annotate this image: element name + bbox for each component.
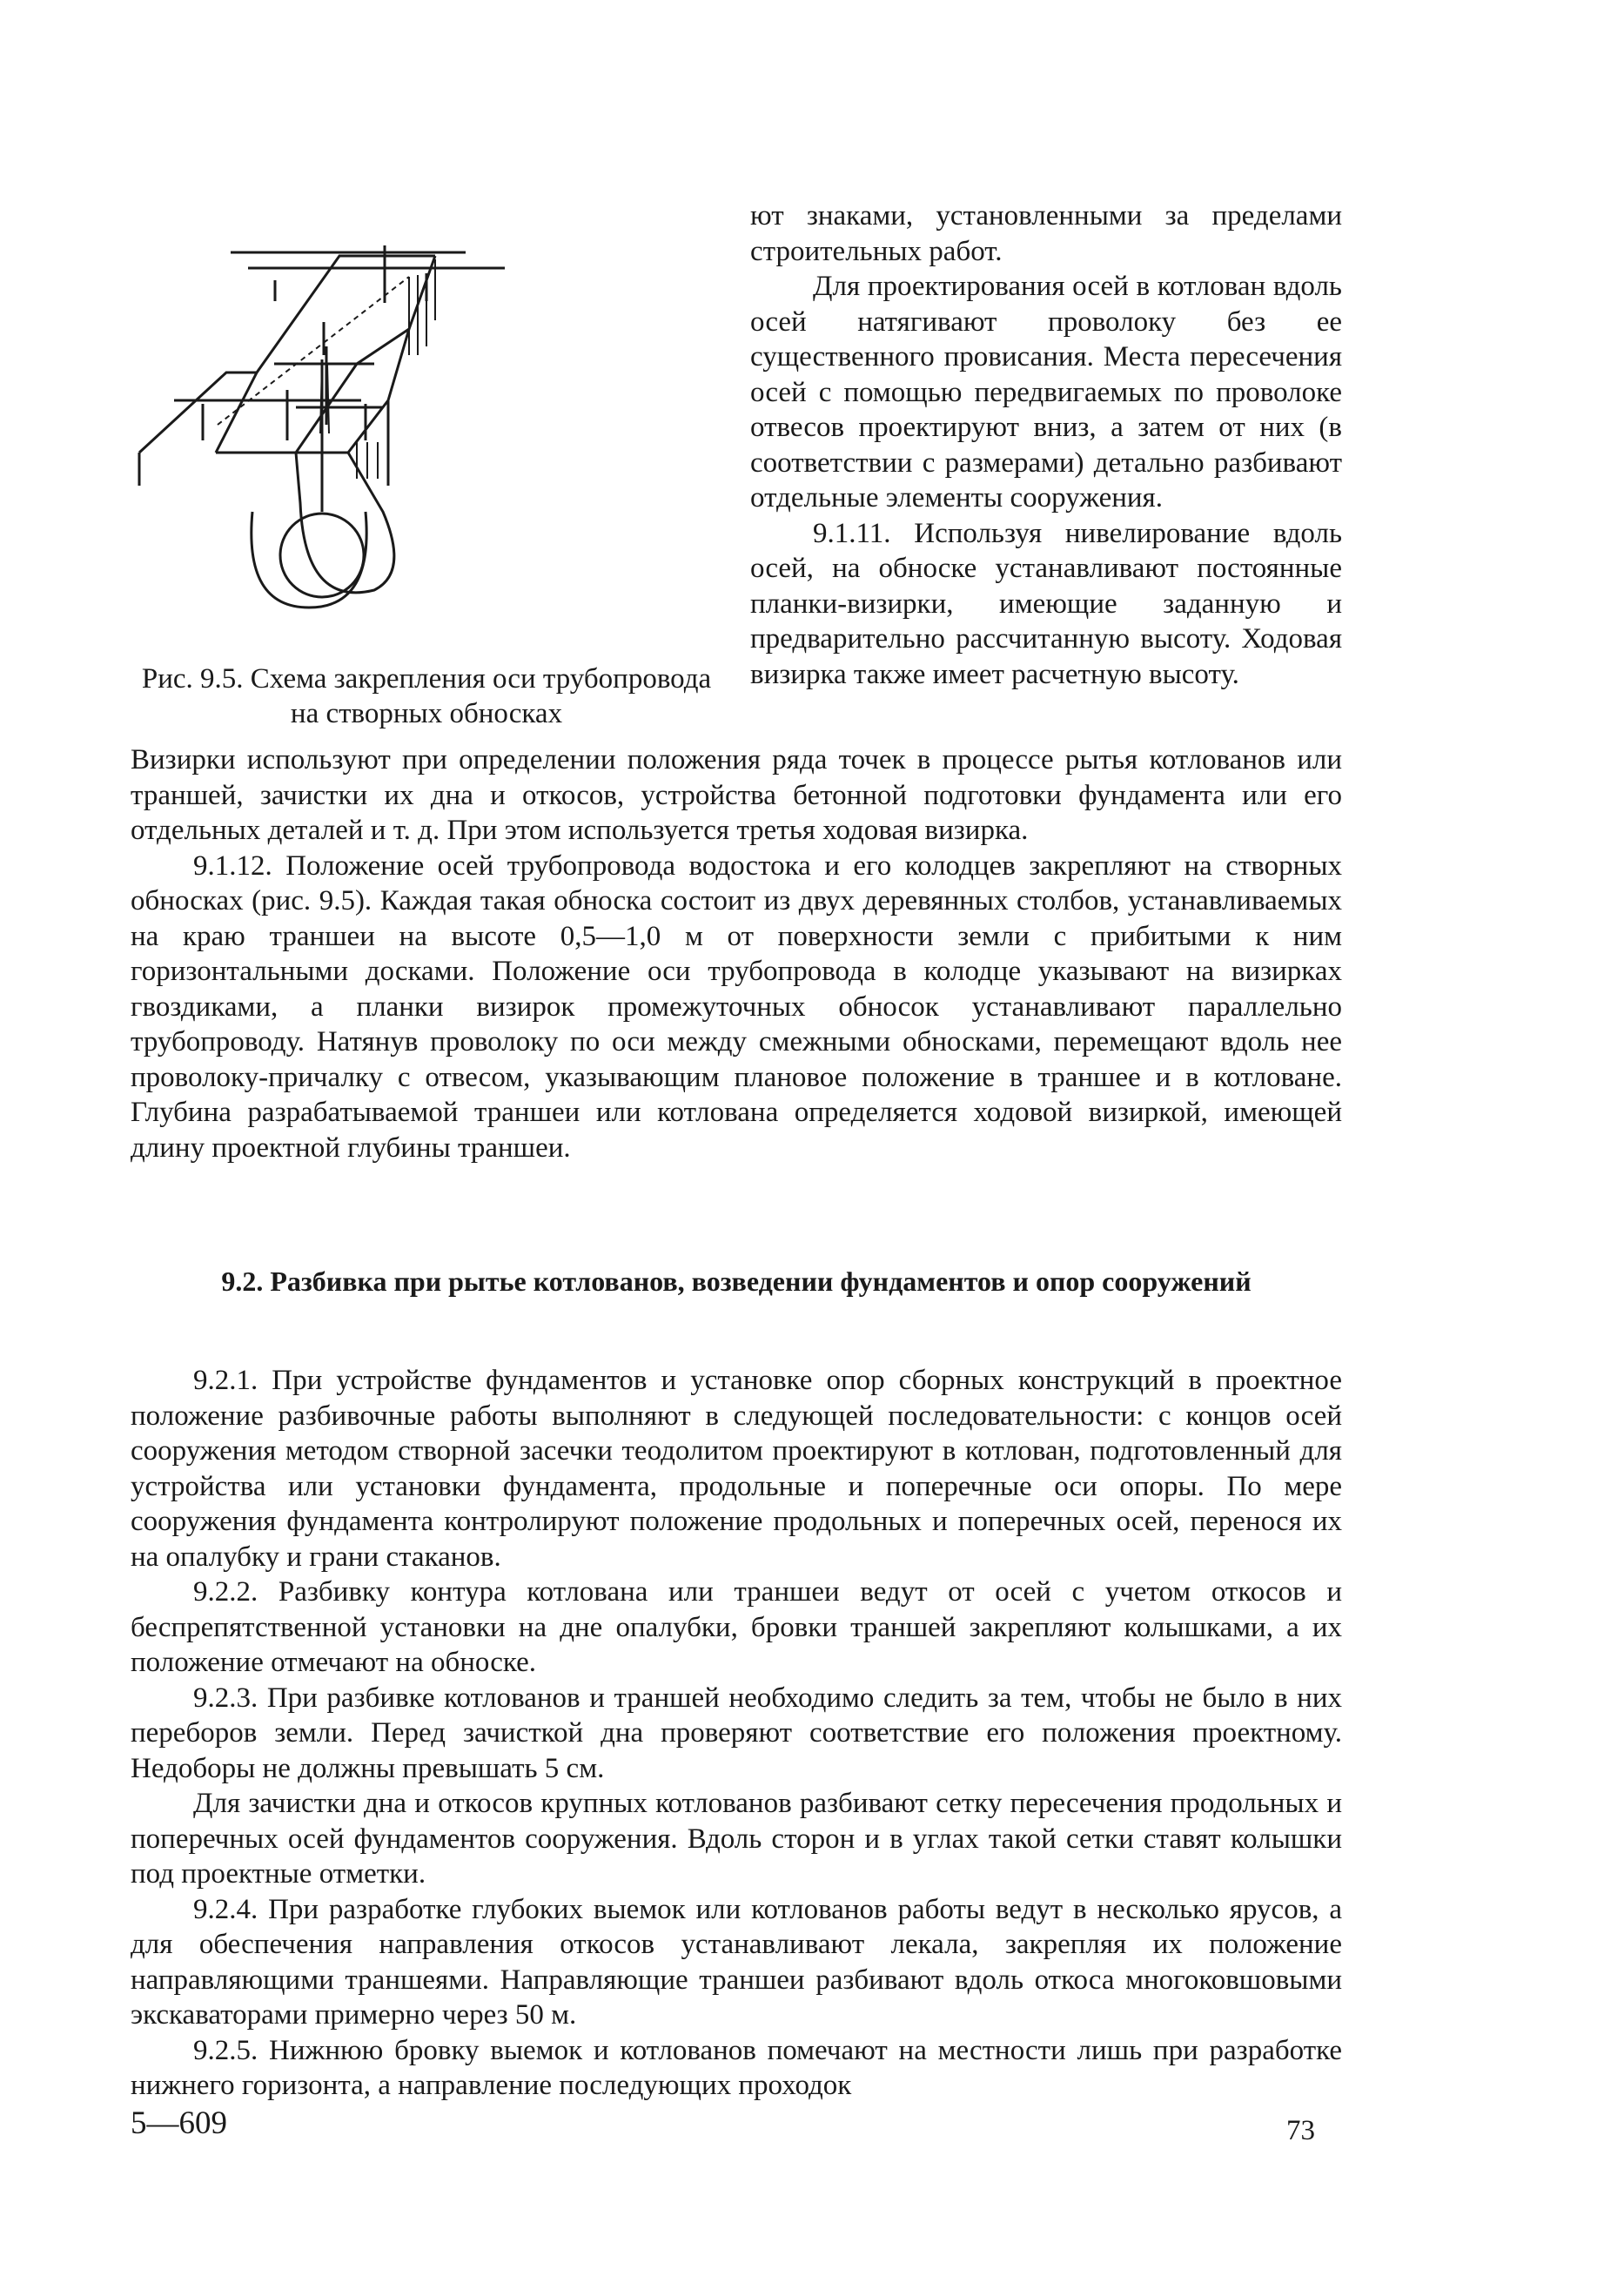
signature-mark: 5—609 (131, 2105, 227, 2141)
paragraph: Для проектирования осей в котлован вдоль осей натягивают проволоку без ее существенного провисания. Места пересечения осей с помощью передвигаемых по проволоке отвесов проектируют вниз, а затем от них (в соответствии с размерами) детально разбивают отдельные элементы сооружения. (750, 271, 1342, 514)
trench-staking-diagram (122, 225, 714, 642)
paragraph: 9.2.1. При устройстве фундаментов и установке опор сборных конструкций в проектное положение разбивочные работы выполняют в следующей последовательности: с концов осей сооружения методом створной засечки теодолитом проектируют в котлован, подготовленный для устройства или установки фундамента, продольные и поперечные оси опоры. По мере сооружения фундамента контролируют положение продольных и поперечных осей, перенося их на опалубку и грани стаканов. (131, 1365, 1342, 1573)
figure-caption: Рис. 9.5. Схема закрепления оси трубопровода на створных обносках (141, 663, 712, 729)
paragraph: Для зачистки дна и откосов крупных котлованов разбивают сетку пересечения продольных и поперечных осей фундаментов сооружения. Вдоль сторон и в углах такой сетки ставят колышки под проектные отметки. (131, 1788, 1342, 1890)
paragraph: ют знаками, установленными за пределами строительных работ. (750, 200, 1342, 267)
paragraph: 9.1.11. Используя нивелирование вдоль осей, на обноске устанавливают постоянные планки-визирки, имеющие заданную и предварительно рассчитанную высоту. Ходовая визирка также имеет расчетную высоту. (750, 517, 1342, 690)
page-number: 73 (1286, 2115, 1315, 2146)
body-text-bottom (131, 1363, 1342, 2104)
right-column-text (750, 198, 1342, 692)
paragraph: 9.2.4. При разработке глубоких выемок или котлованов работы ведут в несколько ярусов, а для обеспечения направления откосов устанавливают лекала, закрепляя их положение направляющими траншеями. Направляющие траншеи разбивают вдоль откоса многоковшовыми экскаваторами примерно через 50 м. (131, 1893, 1342, 2031)
body-text-top (131, 742, 1342, 1165)
paragraph: 9.2.3. При разбивке котлованов и траншей необходимо следить за тем, чтобы не было в них переборов земли. Перед зачисткой дна проверяют соответствие его положения проектному. Недоборы не должны превышать 5 см. (131, 1682, 1342, 1784)
paragraph: 9.2.5. Нижнюю бровку выемок и котлованов помечают на местности лишь при разработке нижнего горизонта, а направление последующих проходок (131, 2034, 1342, 2101)
paragraph: Визирки используют при определении положения ряда точек в процессе рытья котлованов или траншей, зачистки их дна и откосов, устройства бетонной подготовки фундамента или его отдельных деталей и т. д. При этом используется третья ходовая визирка. (131, 744, 1342, 846)
section-heading: 9.2. Разбивка при рытье котлованов, возведении фундаментов и опор сооружений (221, 1266, 1252, 1297)
paragraph: 9.1.12. Положение осей трубопровода водостока и его колодцев закрепляют на створных обносках (рис. 9.5). Каждая такая обноска состоит из двух деревянных столбов, устанавливаемых на краю траншеи на высоте 0,5—1,0 м от поверхности земли с прибитыми к ним горизонтальными досками. Положение оси трубопровода в колодце указывают на визирках гвоздиками, а планки визирок промежуточных обносок устанавливают параллельно трубопроводу. Натянув проволоку по оси между смежными обносками, перемещают вдоль нее проволоку-причалку с отвесом, указывающим плановое положение в траншее и в котловане. Глубина разрабатываемой траншеи или котлована определяется ходовой визиркой, имеющей длину проектной глубины траншеи. (131, 849, 1342, 1164)
paragraph: 9.2.2. Разбивку контура котлована или траншеи ведут от осей с учетом откосов и беспрепятственной установки на дне опалубки, бровки траншей закрепляют колышками, а их положение отмечают на обноске. (131, 1576, 1342, 1678)
